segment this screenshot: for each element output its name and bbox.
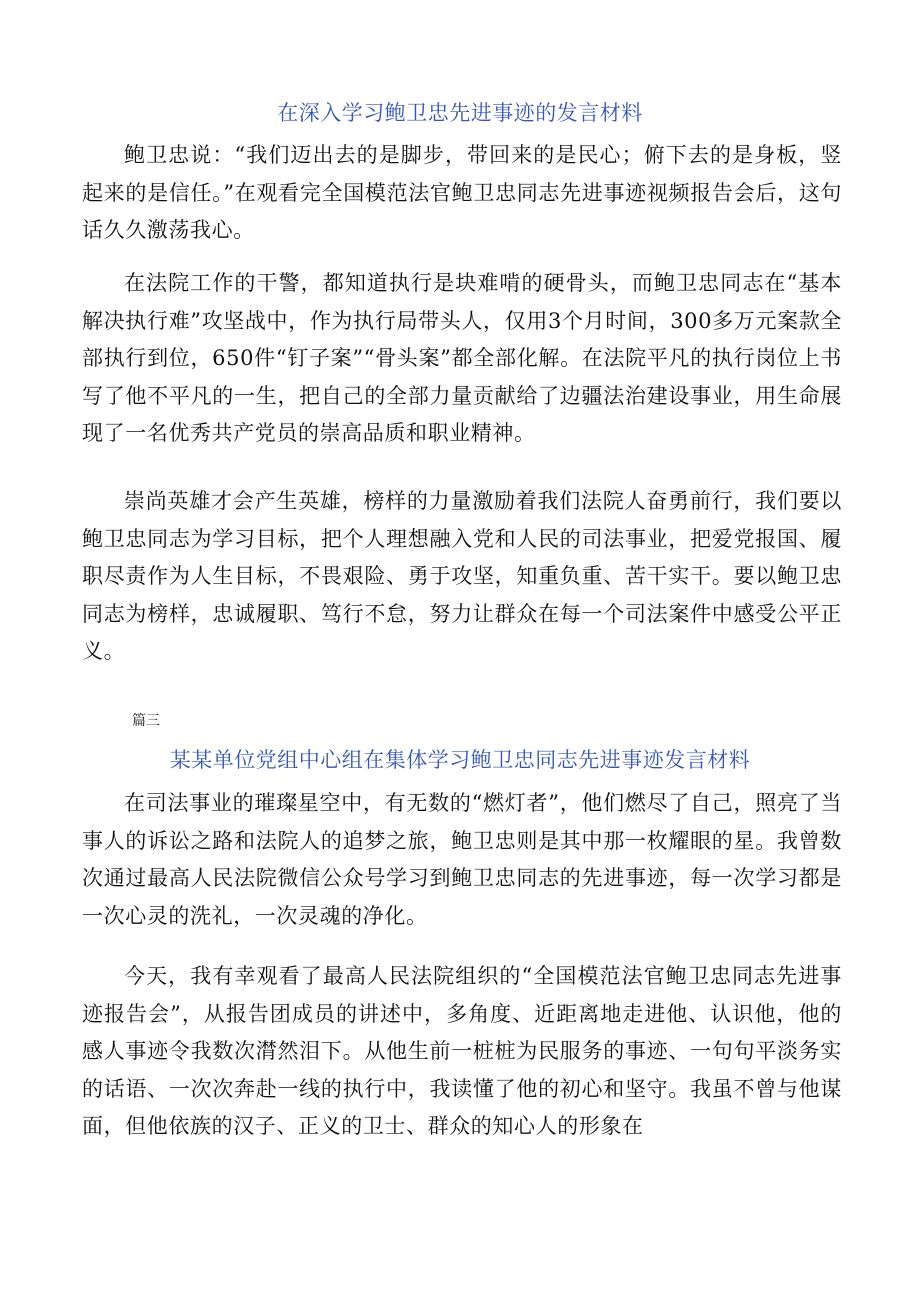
section-title: 某某单位党组中心组在集体学习鲍卫忠同志先进事迹发言材料: [169, 748, 751, 772]
paragraph-4: 在司法事业的璀璨星空中，有无数的“燃灯者”，他们燃尽了自己，照亮了当事人的诉讼之路和法院人的追梦之旅，鲍卫忠则是其中那一枚耀眼的星。我曾数次通过最高人民法院微信公众号学习到鲍卫忠同志的先进事迹，每一次学习都是一次心灵的洗礼，一次灵魂的净化。: [82, 791, 842, 928]
paragraph-1: 鲍卫忠说：“我们迈出去的是脚步，带回来的是民心；俯下去的是身板，竖起来的是信任。”在观看完全国模范法官鲍卫忠同志先进事迹视频报告会后，这句话久久激荡我心。: [82, 143, 842, 243]
paragraph-5: 今天，我有幸观看了最高人民法院组织的“全国模范法官鲍卫忠同志先进事迹报告会”，从报告团成员的讲述中，多角度、近距离地走进他、认识他，他的感人事迹令我数次潸然泪下。从他生前一桩桩为民服务的事迹、一句句平淡务实的话语、一次次奔赴一线的执行中，我读懂了他的初心和坚守。我虽不曾与他谋面，但他依族的汉子、正义的卫士、群众的知心人的形象在: [82, 964, 842, 1139]
paragraph-2: 在法院工作的干警，都知道执行是块难啃的硬骨头，而鲍卫忠同志在“基本解决执行难”攻坚战中，作为执行局带头人，仅用3个月时间，300多万元案款全部执行到位，650件“钉子案”“骨头案”都全部化解。在法院平凡的执行岗位上书写了他不平凡的一生，把自己的全部力量贡献给了边疆法治建设事业，用生命展现了一名优秀共产党员的崇高品质和职业精神。: [82, 271, 842, 446]
paragraph-3: 崇尚英雄才会产生英雄，榜样的力量激励着我们法院人奋勇前行，我们要以鲍卫忠同志为学习目标，把个人理想融入党和人民的司法事业，把爱党报国、履职尽责作为人生目标，不畏艰险、勇于攻坚，知重负重、苦干实干。要以鲍卫忠同志为榜样，忠诚履职、笃行不怠，努力让群众在每一个司法案件中感受公平正义。: [82, 489, 842, 664]
section-label: 篇三: [132, 713, 160, 729]
document-title: 在深入学习鲍卫忠先进事迹的发言材料: [277, 101, 643, 125]
